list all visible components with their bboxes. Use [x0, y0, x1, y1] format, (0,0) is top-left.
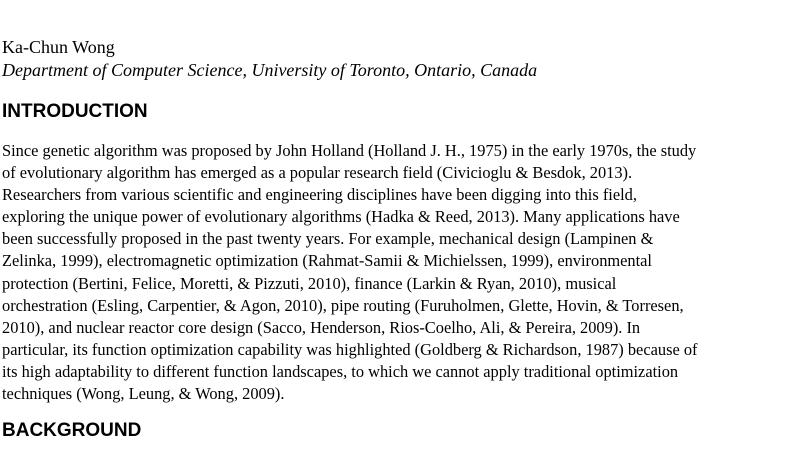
author-affiliation: Department of Computer Science, University of Toronto, Ontario, Canada [2, 60, 538, 80]
paragraph-line: techniques (Wong, Leung, & Wong, 2009). [2, 384, 285, 404]
paragraph-line: protection (Bertini, Felice, Moretti, & Pizzuti, 2010), finance (Larkin & Ryan, 2010), musical [2, 273, 617, 293]
paragraph-line: particular, its function optimization capability was highlighted (Goldberg & Richardson, 1987) because of [2, 339, 698, 359]
introduction-paragraph [2, 140, 800, 405]
paragraph-line: its high adaptability to different function landscapes, to which we cannot apply traditional optimization [2, 361, 679, 381]
author-name: Ka-Chun Wong [2, 37, 115, 57]
paragraph-line: Since genetic algorithm was proposed by John Holland (Holland J. H., 1975) in the early 1970s, the study [2, 141, 697, 160]
paragraph-line: Researchers from various scientific and engineering disciplines have been digging into this field, [2, 185, 637, 205]
introduction-heading: INTRODUCTION [2, 101, 148, 122]
paragraph-line: of evolutionary algorithm has emerged as a popular research field (Civicioglu & Besdok, 2013). [2, 163, 633, 183]
paragraph-line: orchestration (Esling, Carpentier, & Agon, 2010), pipe routing (Furuholmen, Glette, Hovin, & Torresen, [2, 295, 684, 315]
background-heading: BACKGROUND [2, 420, 142, 441]
paragraph-line: Zelinka, 1999), electromagnetic optimization (Rahmat-Samii & Michielssen, 1999), environmental [2, 251, 652, 271]
paragraph-line: been successfully proposed in the past twenty years. For example, mechanical design (Lampinen & [2, 229, 654, 249]
paragraph-line: 2010), and nuclear reactor core design (Sacco, Henderson, Rios-Coelho, Ali, & Pereira, 2009). In [2, 317, 641, 337]
paragraph-line: exploring the unique power of evolutionary algorithms (Hadka & Reed, 2013). Many applications have [2, 207, 680, 227]
